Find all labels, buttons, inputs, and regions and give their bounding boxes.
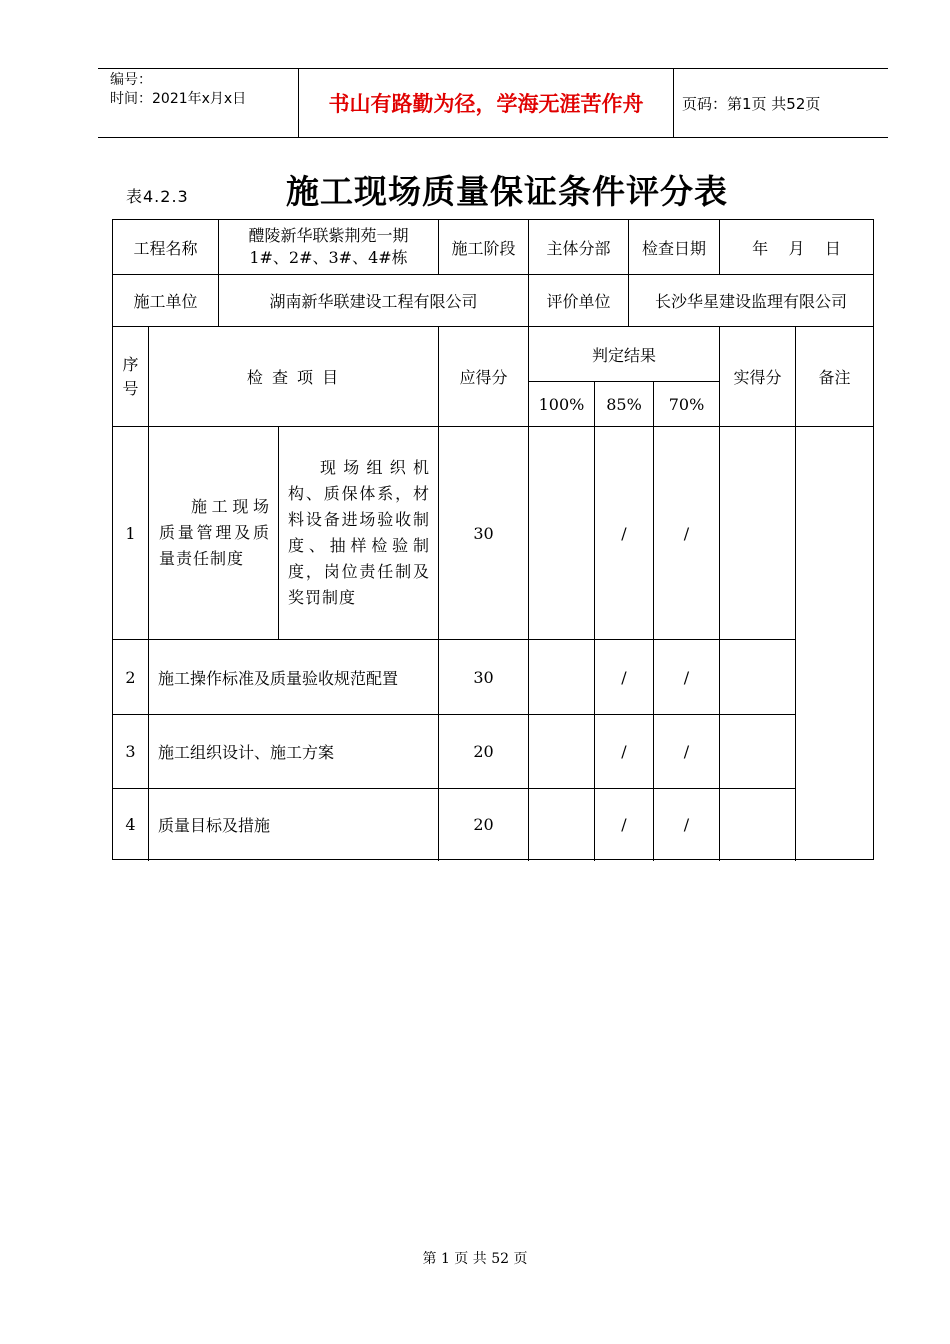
col-seq: 序 号 bbox=[122, 354, 139, 398]
col-remark: 备注 bbox=[818, 368, 851, 387]
project-name-value: 醴陵新华联紫荆苑一期 1#、2#、3#、4#栋 bbox=[248, 226, 409, 267]
row-3-85: / bbox=[621, 742, 627, 761]
row-4-score: 20 bbox=[473, 814, 494, 834]
col-item: 检 查 项 目 bbox=[246, 368, 341, 387]
row-1-item: 施工现场质量管理及质量责任制度 bbox=[159, 497, 270, 568]
stage-value: 主体分部 bbox=[546, 238, 611, 258]
project-name-label: 工程名称 bbox=[133, 238, 198, 258]
date-value: 年 月 日 bbox=[752, 238, 841, 258]
row-2-70: / bbox=[683, 667, 690, 687]
col-score-due: 应得分 bbox=[459, 368, 508, 387]
header-left bbox=[98, 69, 298, 137]
row-4-70: / bbox=[683, 814, 690, 834]
page-title: 施工现场质量保证条件评分表 bbox=[286, 172, 728, 211]
col-85: 85% bbox=[606, 394, 642, 414]
col-70: 70% bbox=[668, 394, 705, 414]
time-label: 时间：2021年x月x日 bbox=[110, 91, 247, 107]
motto: 书山有路勤为径，学海无涯苦作舟 bbox=[298, 69, 674, 137]
table-number: 表4.2.3 bbox=[126, 187, 189, 206]
col-result: 判定结果 bbox=[591, 345, 656, 365]
page-number: 页码：第1页 共52页 bbox=[682, 94, 821, 113]
contractor-value: 湖南新华联建设工程有限公司 bbox=[269, 292, 478, 311]
stage-label: 施工阶段 bbox=[451, 238, 516, 258]
evaluator-value: 长沙华星建设监理有限公司 bbox=[654, 292, 847, 311]
row-3-score: 20 bbox=[473, 742, 494, 761]
row-3-70: / bbox=[683, 742, 690, 761]
row-1-no: 1 bbox=[125, 523, 136, 543]
row-2-item: 施工操作标准及质量验收规范配置 bbox=[158, 668, 399, 688]
row-2-score: 30 bbox=[473, 667, 494, 687]
row-2-85: / bbox=[621, 667, 627, 687]
col-100: 100% bbox=[538, 394, 585, 414]
date-label: 检查日期 bbox=[641, 238, 706, 258]
row-1-70: / bbox=[683, 523, 690, 543]
row-4-85: / bbox=[621, 814, 627, 834]
col-actual: 实得分 bbox=[733, 368, 782, 387]
row-4-item: 质量目标及措施 bbox=[158, 815, 271, 835]
contractor-label: 施工单位 bbox=[133, 292, 198, 311]
page-footer: 第 1 页 共 52 页 bbox=[422, 1251, 528, 1267]
number-label: 编号： bbox=[110, 72, 152, 88]
row-3-no: 3 bbox=[125, 742, 136, 761]
row-1-85: / bbox=[621, 523, 627, 543]
row-3-item: 施工组织设计、施工方案 bbox=[158, 743, 335, 762]
score-table bbox=[112, 219, 874, 860]
evaluator-label: 评价单位 bbox=[546, 292, 611, 311]
row-2-no: 2 bbox=[125, 667, 136, 687]
row-4-no: 4 bbox=[125, 814, 136, 834]
row-1-detail: 现场组织机构、质保体系，材料设备进场验收制度、抽样检验制度，岗位责任制及奖罚制度 bbox=[288, 458, 430, 607]
page-header bbox=[98, 68, 888, 138]
row-1-score: 30 bbox=[473, 523, 494, 543]
